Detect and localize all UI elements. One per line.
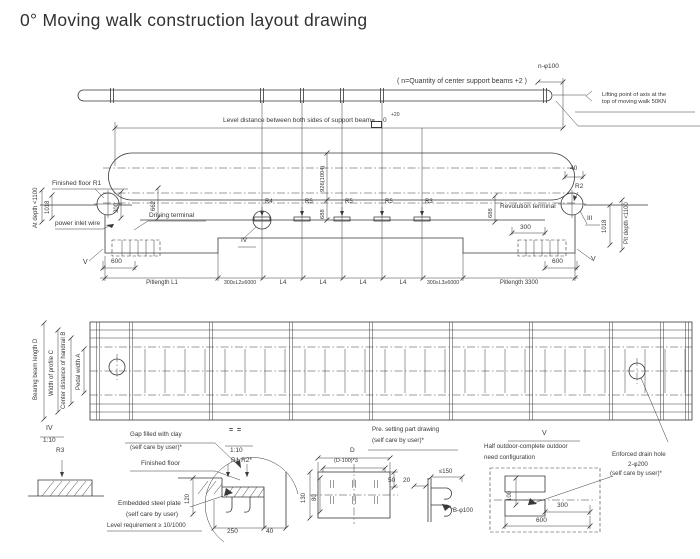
mark-detail-v: V [542, 430, 547, 437]
mark-section-v-right: V [591, 256, 596, 263]
dim-250: 250 [227, 528, 238, 535]
hatch-floor [198, 481, 222, 494]
label-detail-r3: R3 [56, 447, 65, 454]
note-lifting-line1: Lifting point of axis at the [602, 92, 667, 98]
note-drain-hole-1: Enforced drain hole [612, 451, 666, 458]
hatch-iv-block [42, 481, 92, 496]
dim-l4-1: L4 [279, 280, 287, 286]
dim-1018-right: 1018 [602, 219, 608, 233]
dim-l4-2: L4 [319, 280, 327, 286]
dimension-ticks [40, 80, 625, 531]
dim-pitlength-3300: Pitlength 3300 [499, 280, 539, 286]
label-finished-floor-detail: Finished floor [141, 460, 181, 467]
level-tolerance: +20 [391, 112, 400, 118]
dim-l2: 300≥L2≥6000 [223, 280, 257, 286]
scale-detail-eq: 1:10 [230, 447, 243, 454]
note-gap-clay-1: Gap filled with clay [130, 431, 182, 438]
label-driving-terminal: Driving terminal [149, 212, 195, 219]
dim-at-depth: At depth <1100 [33, 187, 39, 228]
label-r5-2: R5 [345, 199, 353, 205]
label-r4: R4 [265, 199, 273, 205]
dim-130: 130 [301, 492, 307, 503]
detail-iv-block [28, 480, 104, 496]
note-level-requirement: Level requirement ≥ 10/1000 [107, 522, 186, 529]
dim-pit-depth: Pit depth <1100 [624, 202, 630, 244]
dimension-lines [42, 153, 622, 281]
note-gap-clay-2: (self care by user)* [130, 444, 182, 451]
dim-l3: 300≥L3≥6000 [426, 280, 460, 286]
note-n-quantity: ( n=Quantity of center support beams +2 ) [397, 78, 527, 85]
dim-150: ≤150 [439, 469, 453, 475]
dim-50: 50 [388, 477, 396, 484]
page-title: 0° Moving walk construction layout drawing [20, 10, 368, 30]
embedded-plate-section [178, 472, 286, 528]
mark-section-iii: III [587, 215, 593, 222]
dim-600-left: 600 [111, 258, 122, 265]
dim-n-phi100: n-φ100 [538, 63, 559, 70]
dim-120: 120 [185, 493, 191, 504]
dim-pedal-width: Pedal width A [76, 353, 82, 390]
note-drain-hole-2: 2-φ200 [628, 461, 648, 468]
elevation-chain-lines [103, 165, 578, 203]
label-r3: R3 [425, 199, 433, 205]
dim-300-right: 300 [520, 224, 531, 231]
label-r5-1: R5 [305, 199, 313, 205]
dim-100: 100 [507, 490, 513, 501]
hatch-plate [226, 487, 264, 497]
label-finished-floor-r1: Finished floor R1 [52, 180, 102, 187]
mark-detail-iv: IV [46, 425, 53, 432]
dim-600-detail: 600 [536, 517, 547, 524]
label-r5-3: R5 [385, 199, 393, 205]
hook-detail [428, 478, 452, 522]
dim-300-detail: 300 [557, 502, 568, 509]
dim-688-right: 688 [488, 208, 494, 218]
note-embedded-plate-1: Embedded steel plate [118, 500, 181, 507]
note-pre-setting-2: (self care by user)* [372, 437, 424, 444]
note-embedded-plate-2: (self care by user) [126, 511, 179, 518]
dim-40-bottom: 40 [266, 528, 274, 535]
dim-688-left: 688 [320, 209, 326, 219]
dim-300-left: 300 [114, 202, 120, 213]
embedded-boxes-dashed [112, 237, 566, 256]
dim-600-right: 600 [552, 258, 563, 265]
note-level-distance: Level distance between both sides of support beam= [223, 117, 375, 124]
note-pre-setting-1: Pre. setting part drawing [372, 426, 440, 433]
dim-bearing-beam-length: Bearing beam length D [33, 338, 39, 400]
plan-chain-lines [90, 347, 692, 395]
note-half-outdoor-2: need configuration [484, 454, 535, 461]
label-revolution-terminal: Revolution terminal [500, 203, 556, 210]
top-truss-bar [78, 90, 552, 101]
dim-80: 80 [312, 494, 318, 501]
scale-detail-iv: 1:10 [43, 437, 56, 444]
label-r1-r2: R1 R2* [231, 457, 252, 464]
dim-d: D [350, 447, 355, 454]
mark-detail-eq: = = [229, 427, 243, 434]
mark-section-iv: IV [241, 237, 248, 244]
dim-l4-3: L4 [359, 280, 367, 286]
embedded-box-ribs [122, 237, 558, 256]
dim-40-top: 40 [570, 165, 578, 172]
dim-b-phi100: B-φ100 [453, 508, 473, 514]
dim-d-minus-100: (D-100)*3 [334, 458, 358, 464]
level-value: 0 [383, 117, 387, 124]
note-half-outdoor-1: Half outdoor-complete outdoor [484, 443, 568, 450]
dim-pitlength-l1: Pitlength L1 [146, 280, 178, 286]
dim-926-1004: 926(1004) [320, 165, 326, 192]
dim-l4-4: L4 [399, 280, 407, 286]
note-lifting-line2: top of moving walk 50KN [602, 99, 667, 105]
dim-20: 20 [403, 477, 411, 484]
arrowheads [60, 195, 577, 511]
mark-section-v-left: V [83, 259, 88, 266]
note-drain-hole-3: (self care by user)* [610, 470, 662, 477]
dim-1018-left: 1018 [45, 200, 51, 214]
detail-chain-lines [310, 464, 596, 524]
dim-handrail-distance: Center distance of handrail B [61, 331, 67, 409]
level-value-box [371, 121, 382, 128]
dim-profile-width: Width of profile C [49, 349, 55, 396]
label-power-inlet-wire: power inlet wire [55, 220, 101, 227]
label-r2: R2 [575, 183, 584, 190]
dim-662: 662 [151, 200, 157, 211]
